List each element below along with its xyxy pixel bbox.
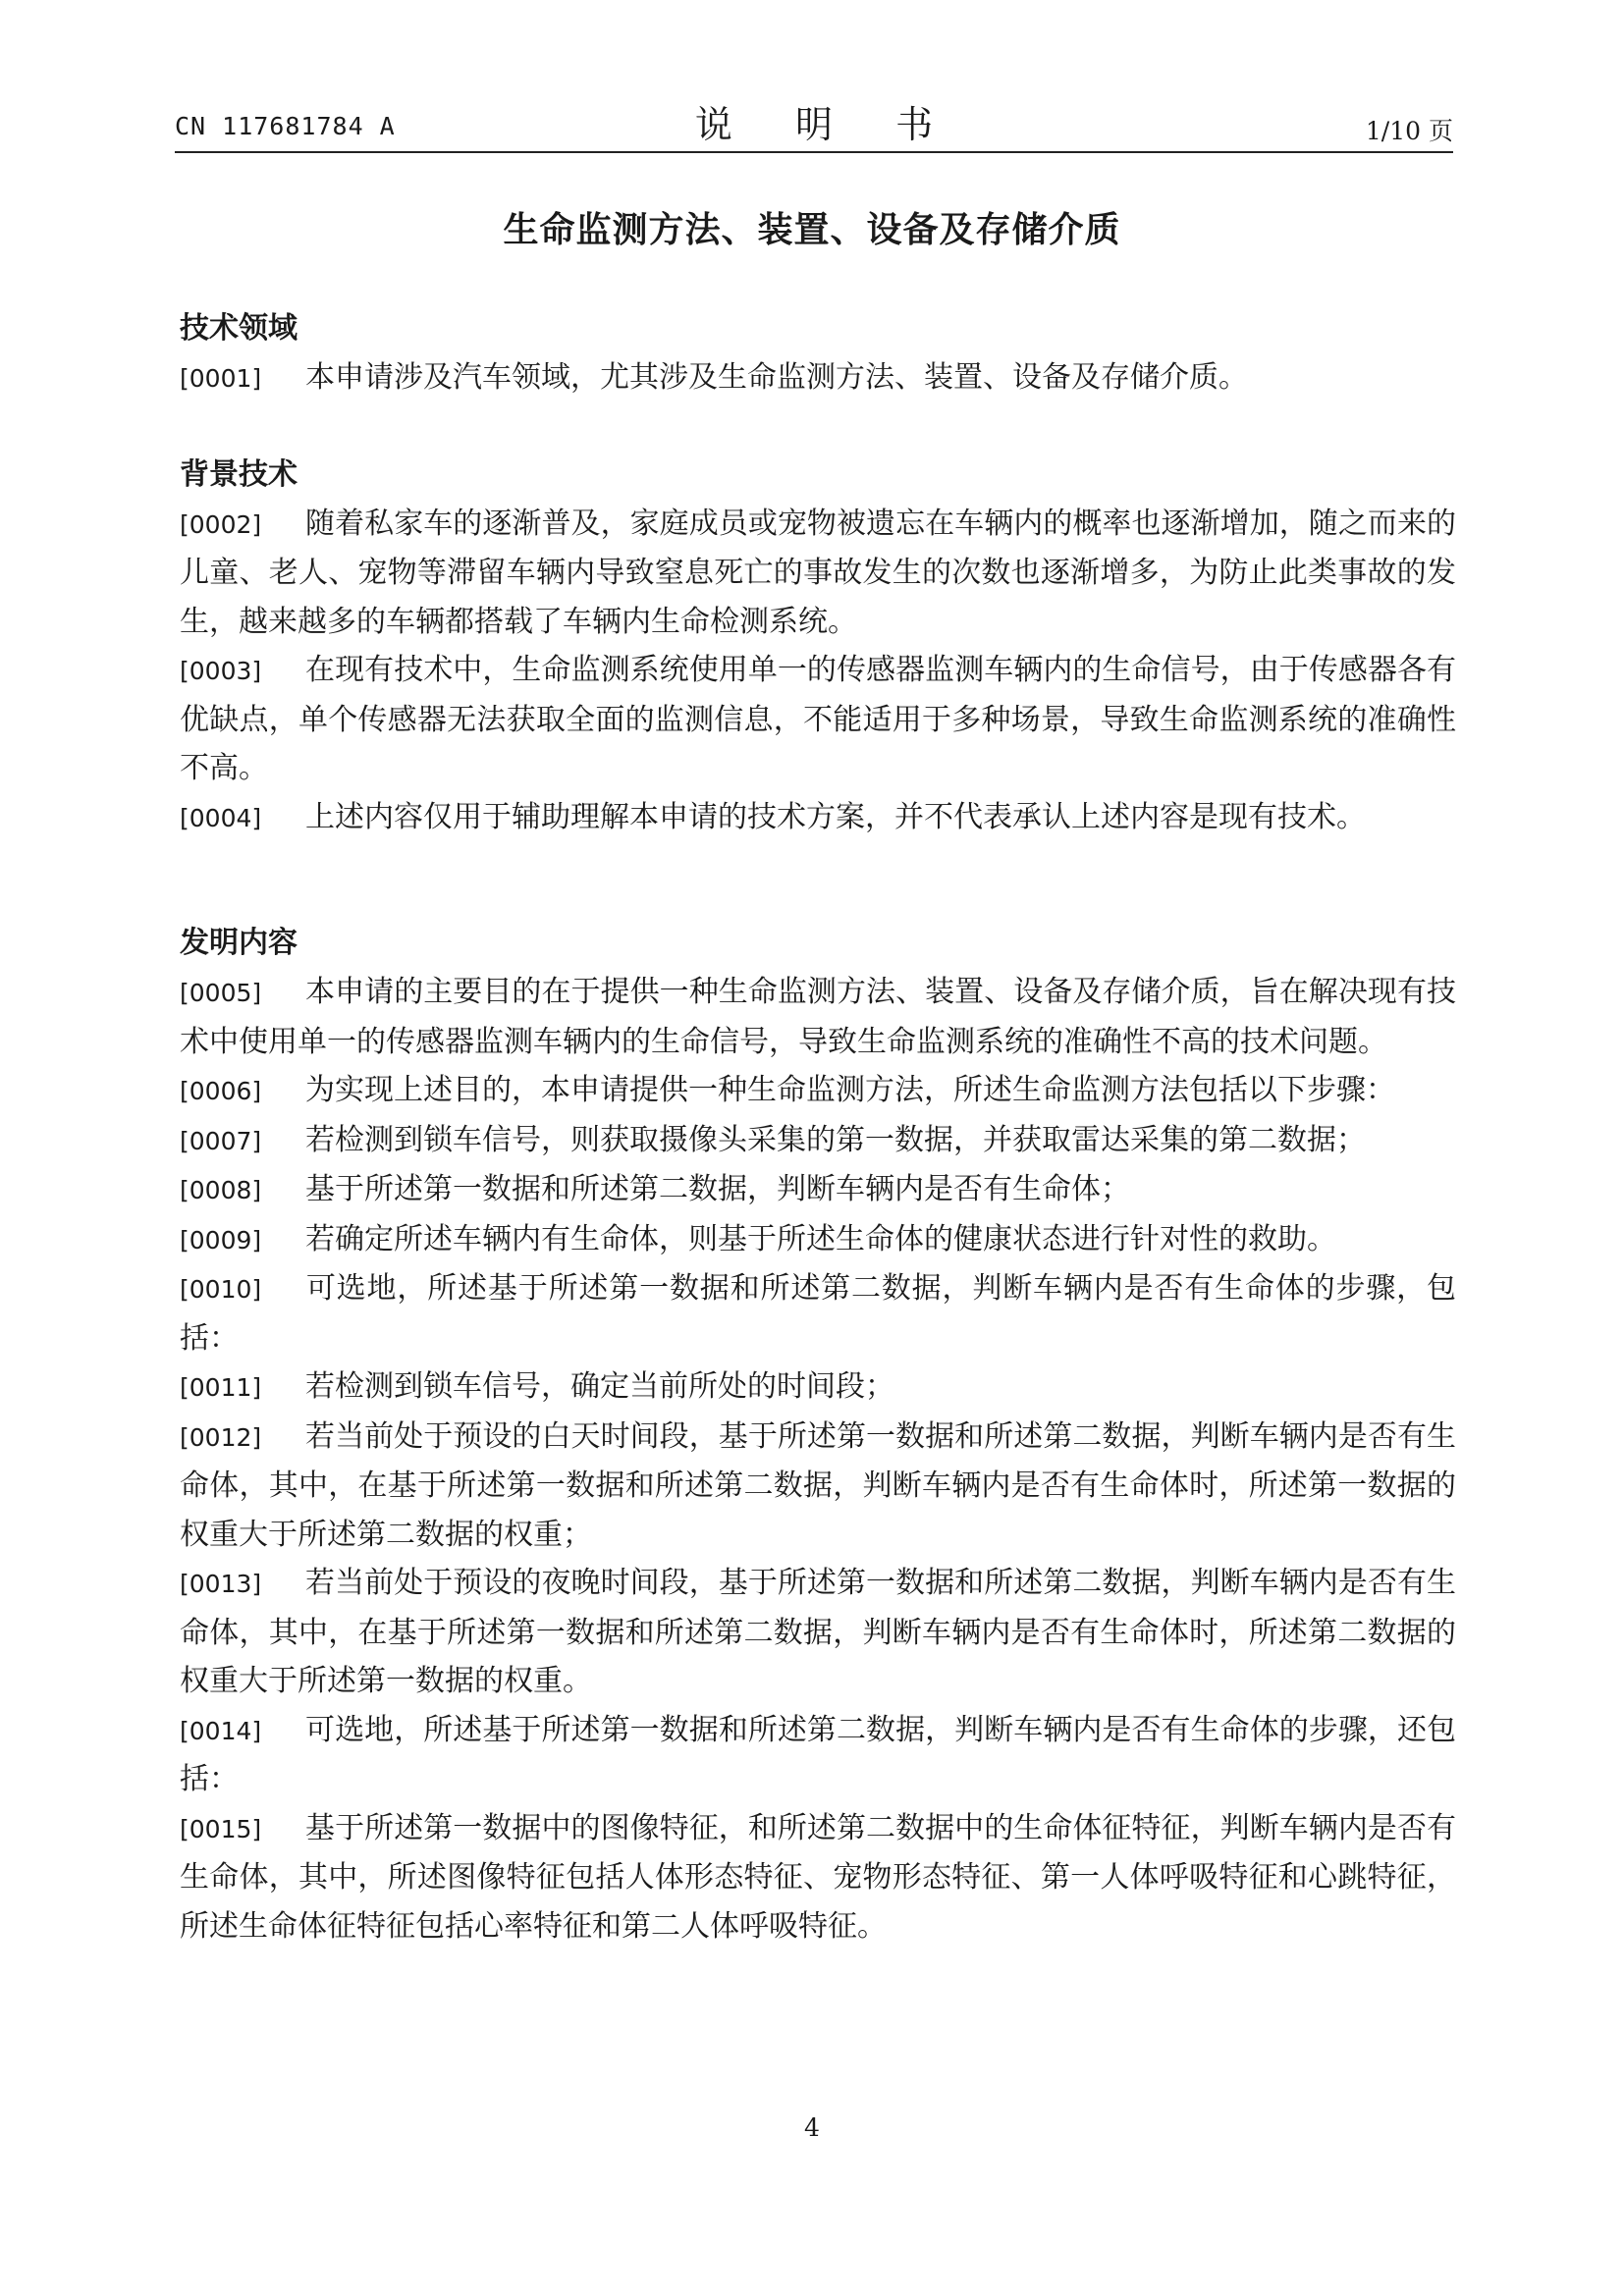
paragraph-text: 上述内容仅用于辅助理解本申请的技术方案，并不代表承认上述内容是现有技术。 [305,799,1366,834]
paragraph-number: [0005] [180,979,262,1007]
paragraph [180,968,1456,1066]
paragraph [180,1215,1456,1265]
document-title: 生命监测方法、装置、设备及存储介质 [503,210,1121,250]
paragraph-text: 本申请涉及汽车领域，尤其涉及生命监测方法、装置、设备及存储介质。 [305,360,1248,395]
paragraph-text: 在现有技术中，生命监测系统使用单一的传感器监测车辆内的生命信号，由于传感器各有优缺点，单个传感器无法获取全面的监测信息，不能适用于多种场景，导致生命监测系统的准确性不高。 [180,653,1456,785]
paragraph [180,793,1456,843]
section-heading-summary: 发明内容 [180,926,298,960]
paragraph-number: [0010] [180,1275,262,1304]
paragraph [180,1804,1456,1951]
section-name: 说 明 书 [694,103,959,146]
paragraph-text: 随着私家车的逐渐普及，家庭成员或宠物被遗忘在车辆内的概率也逐渐增加，随之而来的儿童、老人、宠物等滞留车辆内导致窒息死亡的事故发生的次数也逐渐增多，为防止此类事故的发生，越来越多的车辆都搭载了车辆内生命检测系统。 [180,506,1456,639]
paragraph [180,1116,1456,1166]
section-heading-background: 背景技术 [180,456,298,492]
paragraph [180,646,1456,793]
paragraph-text: 基于所述第一数据中的图像特征，和所述第二数据中的生命体征特征，判断车辆内是否有生命体，其中，所述图像特征包括人体形态特征、宠物形态特征、第一人体呼吸特征和心跳特征，所述生命体征特征包括心率特征和第二人体呼吸特征。 [180,1810,1456,1944]
paragraph [180,1706,1456,1804]
paragraph-number: [0007] [180,1126,262,1155]
section-heading-technical-field: 技术领域 [180,311,298,346]
paragraph-number: [0014] [180,1716,262,1745]
paragraph [180,1559,1456,1706]
paragraph-number: [0008] [180,1176,262,1204]
paragraph [180,1413,1456,1560]
page-number: 4 [804,2113,820,2142]
patent-number: CN 117681784 A [175,112,396,140]
document-body [180,304,1456,1950]
paragraph-text: 若检测到锁车信号，确定当前所处的时间段； [305,1369,894,1404]
paragraph-text: 本申请的主要目的在于提供一种生命监测方法、装置、设备及存储介质，旨在解决现有技术中使用单一的传感器监测车辆内的生命信号，导致生命监测系统的准确性不高的技术问题。 [180,975,1456,1059]
paragraph-text: 若检测到锁车信号，则获取摄像头采集的第一数据，并获取雷达采集的第二数据； [305,1122,1366,1157]
paragraph-text: 为实现上述目的，本申请提供一种生命监测方法，所述生命监测方法包括以下步骤： [305,1073,1395,1107]
paragraph-number: [0002] [180,509,262,539]
header-divider [175,151,1453,153]
paragraph-text: 若确定所述车辆内有生命体，则基于所述生命体的健康状态进行针对性的救助。 [305,1221,1336,1256]
paragraph-number: [0009] [180,1225,262,1255]
paragraph-text: 若当前处于预设的夜晚时间段，基于所述第一数据和所述第二数据，判断车辆内是否有生命体，其中，在基于所述第一数据和所述第二数据，判断车辆内是否有生命体时，所述第二数据的权重大于所述第一数据的权重。 [180,1566,1456,1698]
paragraph-number: [0011] [180,1373,262,1402]
page-counter: 1/10 页 [1365,117,1453,145]
paragraph-number: [0012] [180,1422,262,1452]
section-spacer [180,842,1456,919]
paragraph [180,1264,1456,1362]
section-spacer [180,403,1456,451]
paragraph [180,1066,1456,1116]
paragraph-text: 可选地，所述基于所述第一数据和所述第二数据，判断车辆内是否有生命体的步骤，还包括： [180,1712,1456,1796]
paragraph-number: [0006] [180,1077,262,1105]
paragraph-number: [0004] [180,803,262,832]
paragraph-number: [0001] [180,364,262,393]
paragraph [180,500,1456,647]
paragraph [180,1362,1456,1413]
paragraph-number: [0013] [180,1570,262,1598]
paragraph-number: [0015] [180,1814,262,1843]
paragraph-number: [0003] [180,657,262,685]
page-header [175,94,1453,153]
paragraph-text: 可选地，所述基于所述第一数据和所述第二数据，判断车辆内是否有生命体的步骤，包括： [180,1271,1456,1356]
paragraph [180,353,1456,403]
paragraph-text: 基于所述第一数据和所述第二数据，判断车辆内是否有生命体； [305,1172,1130,1206]
paragraph-text: 若当前处于预设的白天时间段，基于所述第一数据和所述第二数据，判断车辆内是否有生命体，其中，在基于所述第一数据和所述第二数据，判断车辆内是否有生命体时，所述第一数据的权重大于所述第二数据的权重； [180,1418,1456,1552]
paragraph [180,1165,1456,1215]
